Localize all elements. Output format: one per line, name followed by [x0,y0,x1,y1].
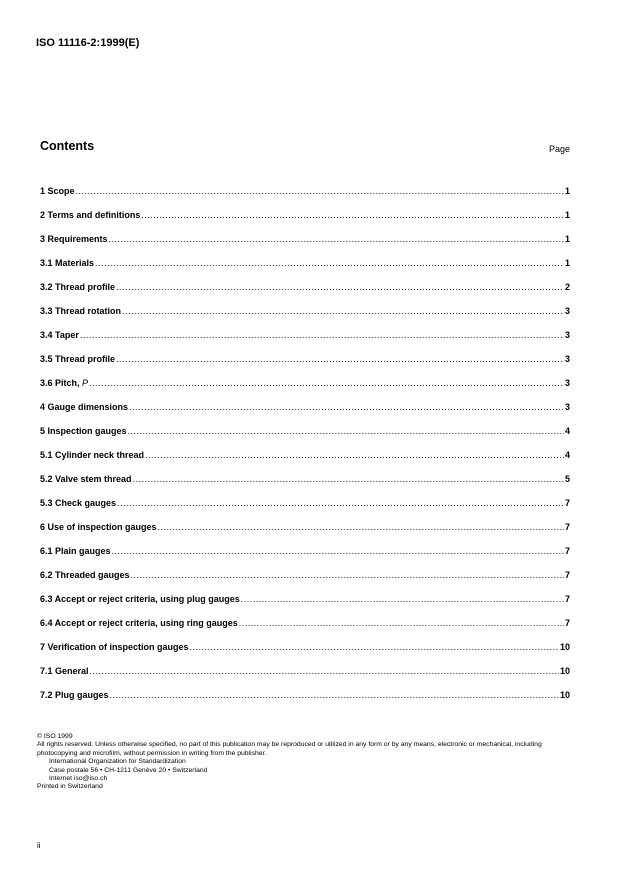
toc-entry[interactable] [40,460,570,484]
toc-entry-page: 1 [564,234,570,244]
toc-entry-page: 3 [564,306,570,316]
toc-entry-page: 7 [564,594,570,604]
toc-entry-page: 4 [564,450,570,460]
toc-entry-title: 6.3 Accept or reject criteria, using plug gauges [40,594,240,604]
toc-entry-title: 5.1 Cylinder neck thread [40,450,145,460]
toc-leader-dots [95,258,564,268]
toc-entry[interactable] [40,652,570,676]
toc-entry[interactable] [40,316,570,340]
copyright-line: © ISO 1999 [37,733,73,740]
toc-entry-title: 1 Scope [40,186,75,196]
toc-entry-title: 5 Inspection gauges [40,426,127,436]
toc-leader-dots [116,354,564,364]
toc-leader-dots [122,306,564,316]
toc-entry-title: 2 Terms and definitions [40,210,141,220]
toc-entry-page: 3 [564,330,570,340]
toc-leader-dots [241,594,564,604]
toc-entry-page: 10 [559,642,570,652]
toc-leader-dots [133,474,564,484]
toc-leader-dots [76,186,564,196]
toc-entry-title: 3.6 Pitch, P [40,378,89,388]
toc-entry[interactable] [40,532,570,556]
toc-entry-page: 7 [564,522,570,532]
toc-entry[interactable] [40,292,570,316]
toc-leader-dots [129,402,564,412]
toc-leader-dots [116,282,564,292]
toc-leader-dots [145,450,564,460]
toc-entry-page: 10 [559,690,570,700]
toc-leader-dots [117,498,564,508]
toc-leader-dots [89,378,564,388]
organization-name: International Organization for Standardization [49,758,186,766]
toc-entry-page: 1 [564,258,570,268]
toc-entry-title: 6.2 Threaded gauges [40,570,130,580]
toc-entry-title: 3.3 Thread rotation [40,306,122,316]
toc-entry[interactable] [40,268,570,292]
toc-entry-page: 1 [564,210,570,220]
toc-leader-dots [190,642,559,652]
toc-entry-title: 5.3 Check gauges [40,498,117,508]
toc-entry[interactable] [40,196,570,220]
toc-entry-page: 7 [564,498,570,508]
toc-entry-page: 3 [564,354,570,364]
toc-entry[interactable] [40,580,570,604]
toc-entry-title: 3.4 Taper [40,330,79,340]
toc-entry[interactable] [40,484,570,508]
printed-in: Printed in Switzerland [37,783,103,791]
toc-entry-title: 6 Use of inspection gauges [40,522,157,532]
rights-statement: All rights reserved. Unless otherwise specified, no part of this publication may be reproduced or utilized in any form or by any means, electronic or mechanical, including photocopying and microfilm, without permission in writing from the publisher. [37,741,542,757]
toc-entry-page: 3 [564,402,570,412]
toc-entry[interactable] [40,628,570,652]
toc-entry[interactable] [40,172,570,196]
toc-entry-page: 10 [559,666,570,676]
toc-entry[interactable] [40,244,570,268]
document-id: ISO 11116-2:1999(E) [36,37,140,49]
toc-entry[interactable] [40,436,570,460]
toc-entry-title: 3 Requirements [40,234,108,244]
table-of-contents [40,172,570,700]
toc-entry[interactable] [40,604,570,628]
copyright-notice [37,733,577,792]
toc-leader-dots [128,426,564,436]
toc-entry[interactable] [40,556,570,580]
contents-heading: Contents [40,139,95,153]
toc-leader-dots [131,570,564,580]
toc-leader-dots [110,690,559,700]
toc-entry-page: 7 [564,570,570,580]
organization-internet: Internet iso@iso.ch [49,775,108,783]
toc-entry-page: 4 [564,426,570,436]
toc-entry[interactable] [40,340,570,364]
toc-entry[interactable] [40,676,570,700]
toc-entry[interactable] [40,220,570,244]
toc-entry-page: 5 [564,474,570,484]
toc-entry-title: 3.5 Thread profile [40,354,116,364]
toc-entry[interactable] [40,364,570,388]
toc-entry-title: 5.2 Valve stem thread [40,474,132,484]
toc-entry-page: 7 [564,618,570,628]
page-column-label: Page [548,144,570,154]
toc-entry-title: 6.1 Plain gauges [40,546,111,556]
toc-leader-dots [141,210,564,220]
toc-entry-page: 3 [564,378,570,388]
toc-entry-title: 7 Verification of inspection gauges [40,642,189,652]
toc-leader-dots [158,522,564,532]
toc-leader-dots [80,330,564,340]
toc-entry-title: 7.1 General [40,666,89,676]
toc-leader-dots [90,666,559,676]
toc-entry-title: 3.1 Materials [40,258,95,268]
toc-entry[interactable] [40,412,570,436]
toc-entry-title: 4 Gauge dimensions [40,402,129,412]
page-number: ii [37,841,41,850]
toc-entry-title: 6.4 Accept or reject criteria, using ring gauges [40,618,238,628]
toc-entry-page: 7 [564,546,570,556]
toc-leader-dots [239,618,564,628]
toc-entry-page: 1 [564,186,570,196]
toc-entry-title: 3.2 Thread profile [40,282,116,292]
toc-entry-page: 2 [564,282,570,292]
toc-leader-dots [109,234,564,244]
organization-address: Case postale 56 • CH-1211 Genève 20 • Switzerland [49,766,208,774]
toc-leader-dots [112,546,564,556]
toc-entry-title: 7.2 Plug gauges [40,690,109,700]
toc-entry[interactable] [40,508,570,532]
toc-entry[interactable] [40,388,570,412]
